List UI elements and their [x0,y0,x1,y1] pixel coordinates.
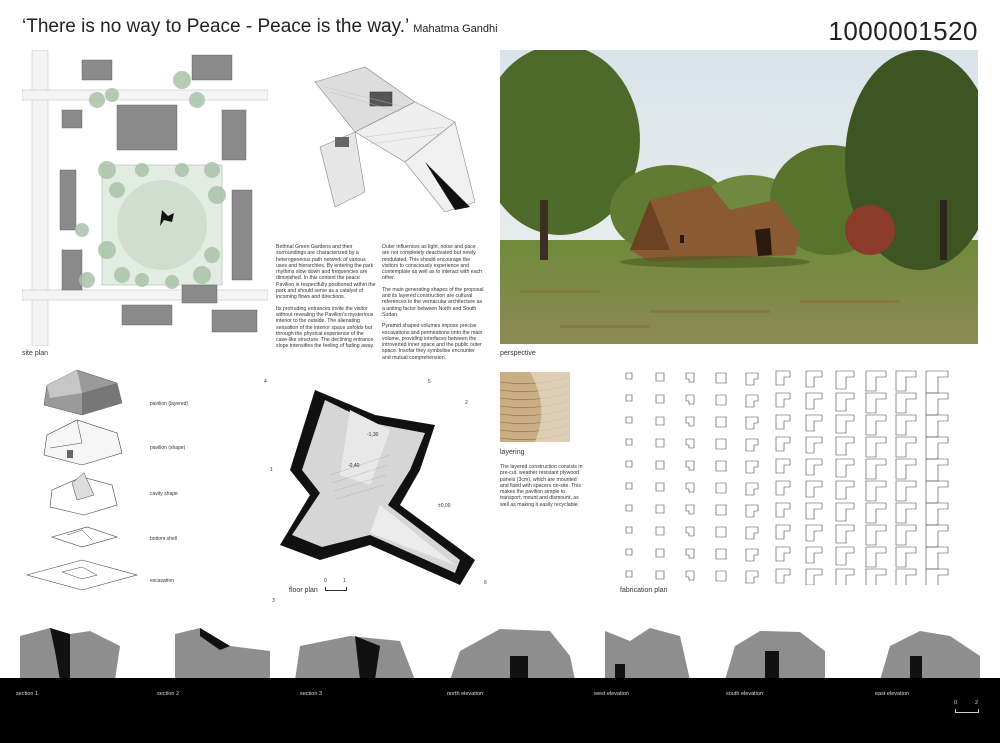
floor-plan-drawing [260,375,490,605]
sections-elevations-strip [0,626,1000,680]
exploded-label: excavation [150,578,174,584]
exploded-label: bottom shell [150,536,177,542]
exploded-label: pavilion (layered) [150,401,189,407]
layering-photo [500,372,570,442]
section-mark: 2 [465,400,468,406]
text-column-1 [276,244,376,355]
floor-plan-scale-bar [325,587,347,591]
section-mark: 4 [264,379,267,385]
level-mark: -1,30 [367,432,379,438]
layering-label: layering [500,449,525,456]
floor-plan-label: floor plan [289,587,318,594]
section-mark: 5 [428,379,431,385]
section-label: section 1 [16,691,39,697]
section-mark: 1 [270,467,273,473]
bottom-scale-bar [955,709,979,713]
elevation-label: west elevation [594,691,629,697]
project-number: 1000001520 [828,16,978,46]
elevation-label: north elevation [447,691,484,697]
site-plan-drawing [22,50,268,346]
sections-elevations-band [0,678,1000,743]
scale-label: 0 [324,578,327,584]
elevation-label: south elevation [726,691,763,697]
perspective-label: perspective [500,350,536,357]
exploded-label: cavity shape [150,491,178,497]
level-mark: -0,40 [348,463,360,469]
text-paragraph: Bethnal Green Gardens and their surroundings are characterized by a heterogeneous path network of various uses and hierarchies. By entering the park rhythms slow down and frequencies are diminished. In this context the peace Pavilion is respectfully positioned within the park and should serve as a catalyst of incoming flows and directions. [276,244,376,301]
section-label: section 3 [300,691,323,697]
perspective-render [500,50,978,344]
section-mark: 3 [272,598,275,604]
elevation-label: east elevation [875,691,909,697]
fabrication-plan-label: fabrication plan [620,587,668,594]
quote-text: ‘There is no way to Peace - Peace is the way.’ [22,16,410,37]
pavilion-axonometric [295,62,485,242]
exploded-label: pavilion (shape) [150,445,186,451]
text-paragraph: Its protruding entrances invite the visitor without revealing the Pavilion's mysterious interior to the outside. The alienating sensation of the interior space unfolds but through the physical experience of the cave-like structure. The declining entrance slope intensifies the feeling of fading away. [276,305,375,350]
level-mark: ±0,00 [438,503,451,509]
fabrication-plan-grid [618,365,978,585]
text-paragraph: Outer influences as light, noise and pace are not completely deactivated but newly modulated. This should encourage the visitors to consciously experience and contemplate as well as to interact with each other. [382,244,483,282]
exploded-diagram [22,365,222,595]
layering-text: The layered construction consists in pre-cut, weather resistant plywood panels (3cm), which are mounted and fixed with spacers on-site. This makes the pavilion simple to transport, mount and dismount, as well as making it easily recyclable. [500,464,583,508]
text-column-2 [382,244,484,366]
section-label: section 2 [157,691,180,697]
section-mark: 6 [484,580,487,586]
scale-label: 2 [975,700,979,706]
text-paragraph: Pyramid shaped volumes impose precise excavations and permeations onto the main volume, providing interfaces between the introverted inner space and the public outer space. Insofar they symbolise encounter and mutual comprehension. [382,323,483,361]
title-quote [22,16,498,38]
quote-author: Mahatma Gandhi [413,23,498,35]
site-plan-label: site plan [22,350,49,357]
scale-label: 1 [343,578,346,584]
text-paragraph: The main generating shapes of the proposal and its layered construction are cultural references to the vernacular architecture as a uniting factor between North and South Sudan. [382,286,484,318]
scale-label: 0 [954,700,958,706]
